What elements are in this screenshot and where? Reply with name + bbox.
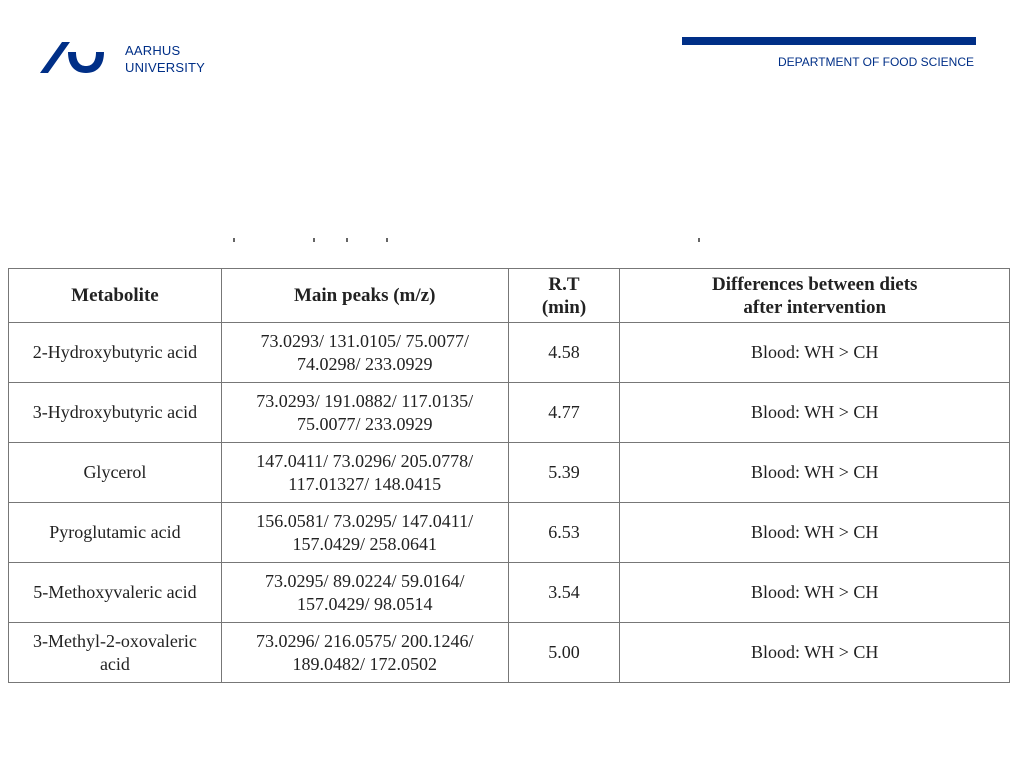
- department-name: DEPARTMENT OF FOOD SCIENCE: [777, 55, 974, 69]
- header-differences: Differences between diets after intervention: [620, 269, 1010, 323]
- cell-peaks: 73.0296/ 216.0575/ 200.1246/ 189.0482/ 172.0502: [221, 623, 508, 683]
- metabolite-table: [8, 268, 1010, 683]
- cell-rt: 3.54: [508, 563, 620, 623]
- cell-diff: Blood: WH > CH: [620, 563, 1010, 623]
- table-row: [9, 623, 1010, 683]
- cropped-caption-line: [8, 238, 1008, 244]
- cell-diff: Blood: WH > CH: [620, 383, 1010, 443]
- cell-metabolite: 5-Methoxyvaleric acid: [9, 563, 222, 623]
- table-row: [9, 563, 1010, 623]
- cell-peaks: 73.0295/ 89.0224/ 59.0164/ 157.0429/ 98.0514: [221, 563, 508, 623]
- cell-diff: Blood: WH > CH: [620, 623, 1010, 683]
- table-row: [9, 443, 1010, 503]
- header-retention-time: R.T (min): [508, 269, 620, 323]
- cell-metabolite: 3-Methyl-2-oxovaleric acid: [9, 623, 222, 683]
- cell-rt: 4.58: [508, 323, 620, 383]
- metabolite-table-container: [8, 268, 1010, 688]
- cell-rt: 5.00: [508, 623, 620, 683]
- university-name: [125, 42, 205, 76]
- cell-metabolite: 2-Hydroxybutyric acid: [9, 323, 222, 383]
- table-header-row: [9, 269, 1010, 323]
- cell-metabolite: 3-Hydroxybutyric acid: [9, 383, 222, 443]
- cell-rt: 4.77: [508, 383, 620, 443]
- department-bar: [682, 37, 976, 45]
- cell-rt: 5.39: [508, 443, 620, 503]
- cell-diff: Blood: WH > CH: [620, 443, 1010, 503]
- cell-diff: Blood: WH > CH: [620, 323, 1010, 383]
- aarhus-university-logo-icon: [40, 40, 108, 74]
- cell-rt: 6.53: [508, 503, 620, 563]
- table-row: [9, 503, 1010, 563]
- university-name-line2: UNIVERSITY: [125, 60, 206, 75]
- logo-slash: [40, 42, 70, 73]
- cell-peaks: 73.0293/ 131.0105/ 75.0077/ 74.0298/ 233.0929: [221, 323, 508, 383]
- cell-metabolite: Pyroglutamic acid: [9, 503, 222, 563]
- cell-peaks: 156.0581/ 73.0295/ 147.0411/ 157.0429/ 258.0641: [221, 503, 508, 563]
- header-metabolite: Metabolite: [9, 269, 222, 323]
- cell-metabolite: Glycerol: [9, 443, 222, 503]
- header-main-peaks: Main peaks (m/z): [221, 269, 508, 323]
- cell-peaks: 73.0293/ 191.0882/ 117.0135/ 75.0077/ 233.0929: [221, 383, 508, 443]
- university-name-line1: AARHUS: [125, 43, 181, 58]
- cell-peaks: 147.0411/ 73.0296/ 205.0778/ 117.01327/ 148.0415: [221, 443, 508, 503]
- logo-arc: [68, 52, 104, 73]
- table-row: [9, 323, 1010, 383]
- cell-diff: Blood: WH > CH: [620, 503, 1010, 563]
- table-row: [9, 383, 1010, 443]
